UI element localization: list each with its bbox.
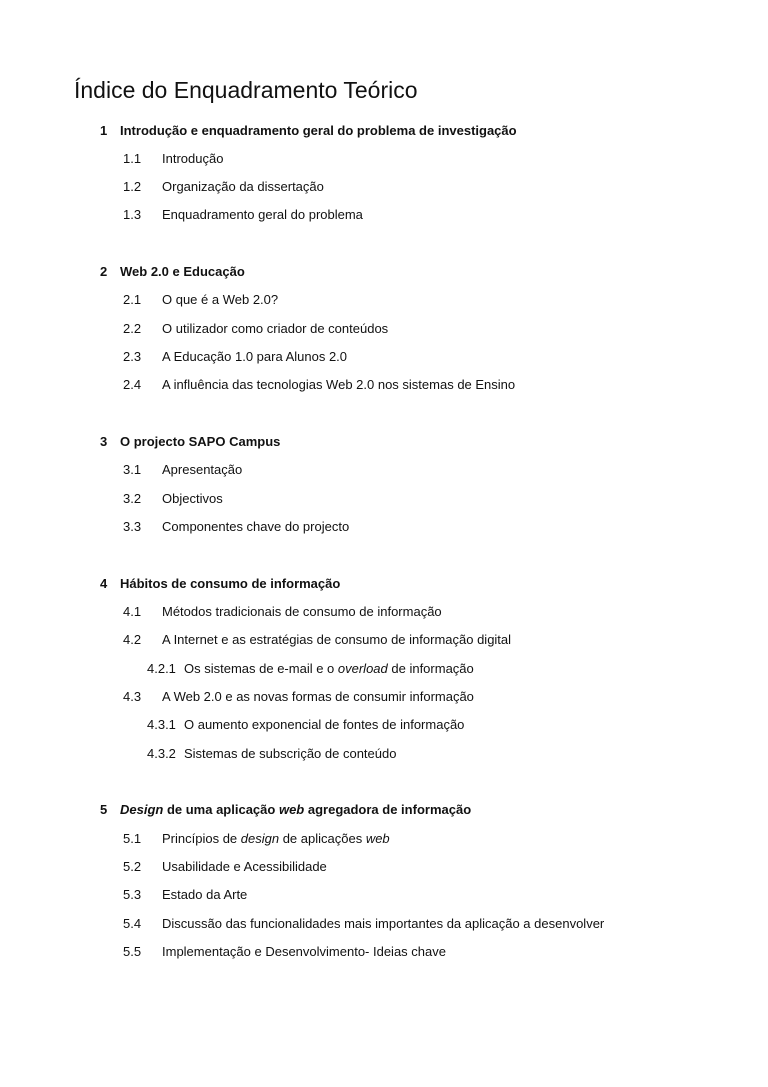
chapter-title: Web 2.0 e Educação: [120, 264, 245, 279]
section-number: 4.3: [123, 689, 142, 704]
chapter-title: [120, 801, 471, 819]
section-number: 3.2: [123, 491, 142, 506]
chapter-title: O projecto SAPO Campus: [120, 434, 281, 449]
subsection-title: Sistemas de subscrição de conteúdo: [184, 746, 397, 761]
chapter-number: 4: [100, 576, 108, 591]
section-number: 5.5: [123, 944, 142, 959]
section-number: 2.1: [123, 292, 142, 307]
section-title: Usabilidade e Acessibilidade: [162, 859, 327, 874]
section-title: Métodos tradicionais de consumo de informação: [162, 604, 442, 619]
section-number: 1.1: [123, 151, 142, 166]
section-number: 2.4: [123, 377, 142, 392]
chapter-number: 1: [100, 123, 108, 138]
title-text: agregadora de informação: [304, 802, 472, 817]
section-title: Discussão das funcionalidades mais importantes da aplicação a desenvolver: [162, 916, 605, 931]
subsection-number: 4.2.1: [147, 661, 176, 676]
section-title: Componentes chave do projecto: [162, 519, 350, 534]
title-text: de uma aplicação: [163, 802, 279, 817]
section-title: Introdução: [162, 151, 224, 166]
title-text: Os sistemas de e-mail e o: [184, 661, 338, 676]
section-title: A Educação 1.0 para Alunos 2.0: [162, 349, 348, 364]
section-number: 5.1: [123, 831, 142, 846]
title-emphasis: overload: [337, 661, 388, 676]
section-title: O que é a Web 2.0?: [162, 292, 279, 307]
title-text: Princípios de: [162, 831, 241, 846]
subsection-number: 4.3.1: [147, 717, 176, 732]
section-title: O utilizador como criador de conteúdos: [162, 321, 389, 336]
section-number: 5.3: [123, 887, 142, 902]
section-title: Organização da dissertação: [162, 179, 324, 194]
section-title: Implementação e Desenvolvimento- Ideias chave: [162, 944, 446, 959]
title-text: de informação: [387, 661, 474, 676]
section-title: Enquadramento geral do problema: [162, 207, 363, 222]
section-title: A Internet e as estratégias de consumo de informação digital: [162, 632, 512, 647]
section-number: 1.3: [123, 207, 142, 222]
chapter-title: Hábitos de consumo de informação: [120, 576, 341, 591]
subsection-title: [184, 660, 474, 678]
subsection-title: O aumento exponencial de fontes de informação: [184, 717, 465, 732]
section-number: 1.2: [123, 179, 142, 194]
section-number: 4.1: [123, 604, 142, 619]
chapter-number: 5: [100, 802, 108, 817]
subsection-number: 4.3.2: [147, 746, 176, 761]
chapter-number: 3: [100, 434, 108, 449]
section-number: 2.2: [123, 321, 142, 336]
section-number: 5.4: [123, 916, 142, 931]
section-number: 3.3: [123, 519, 142, 534]
chapter-number: 2: [100, 264, 108, 279]
chapter-title: Introdução e enquadramento geral do problema de investigação: [120, 123, 517, 138]
page-title: Índice do Enquadramento Teórico: [74, 77, 418, 103]
title-emphasis: Design: [120, 802, 164, 817]
title-emphasis: web: [278, 802, 305, 817]
section-number: 3.1: [123, 462, 142, 477]
section-title: Estado da Arte: [162, 887, 248, 902]
section-number: 2.3: [123, 349, 142, 364]
section-number: 5.2: [123, 859, 142, 874]
title-emphasis: design: [240, 831, 280, 846]
section-title: A influência das tecnologias Web 2.0 nos sistemas de Ensino: [162, 377, 516, 392]
section-number: 4.2: [123, 632, 142, 647]
section-title: Apresentação: [162, 462, 243, 477]
section-title: [162, 830, 390, 848]
section-title: Objectivos: [162, 491, 223, 506]
title-emphasis: web: [365, 831, 390, 846]
section-title: A Web 2.0 e as novas formas de consumir informação: [162, 689, 474, 704]
title-text: de aplicações: [279, 831, 366, 846]
